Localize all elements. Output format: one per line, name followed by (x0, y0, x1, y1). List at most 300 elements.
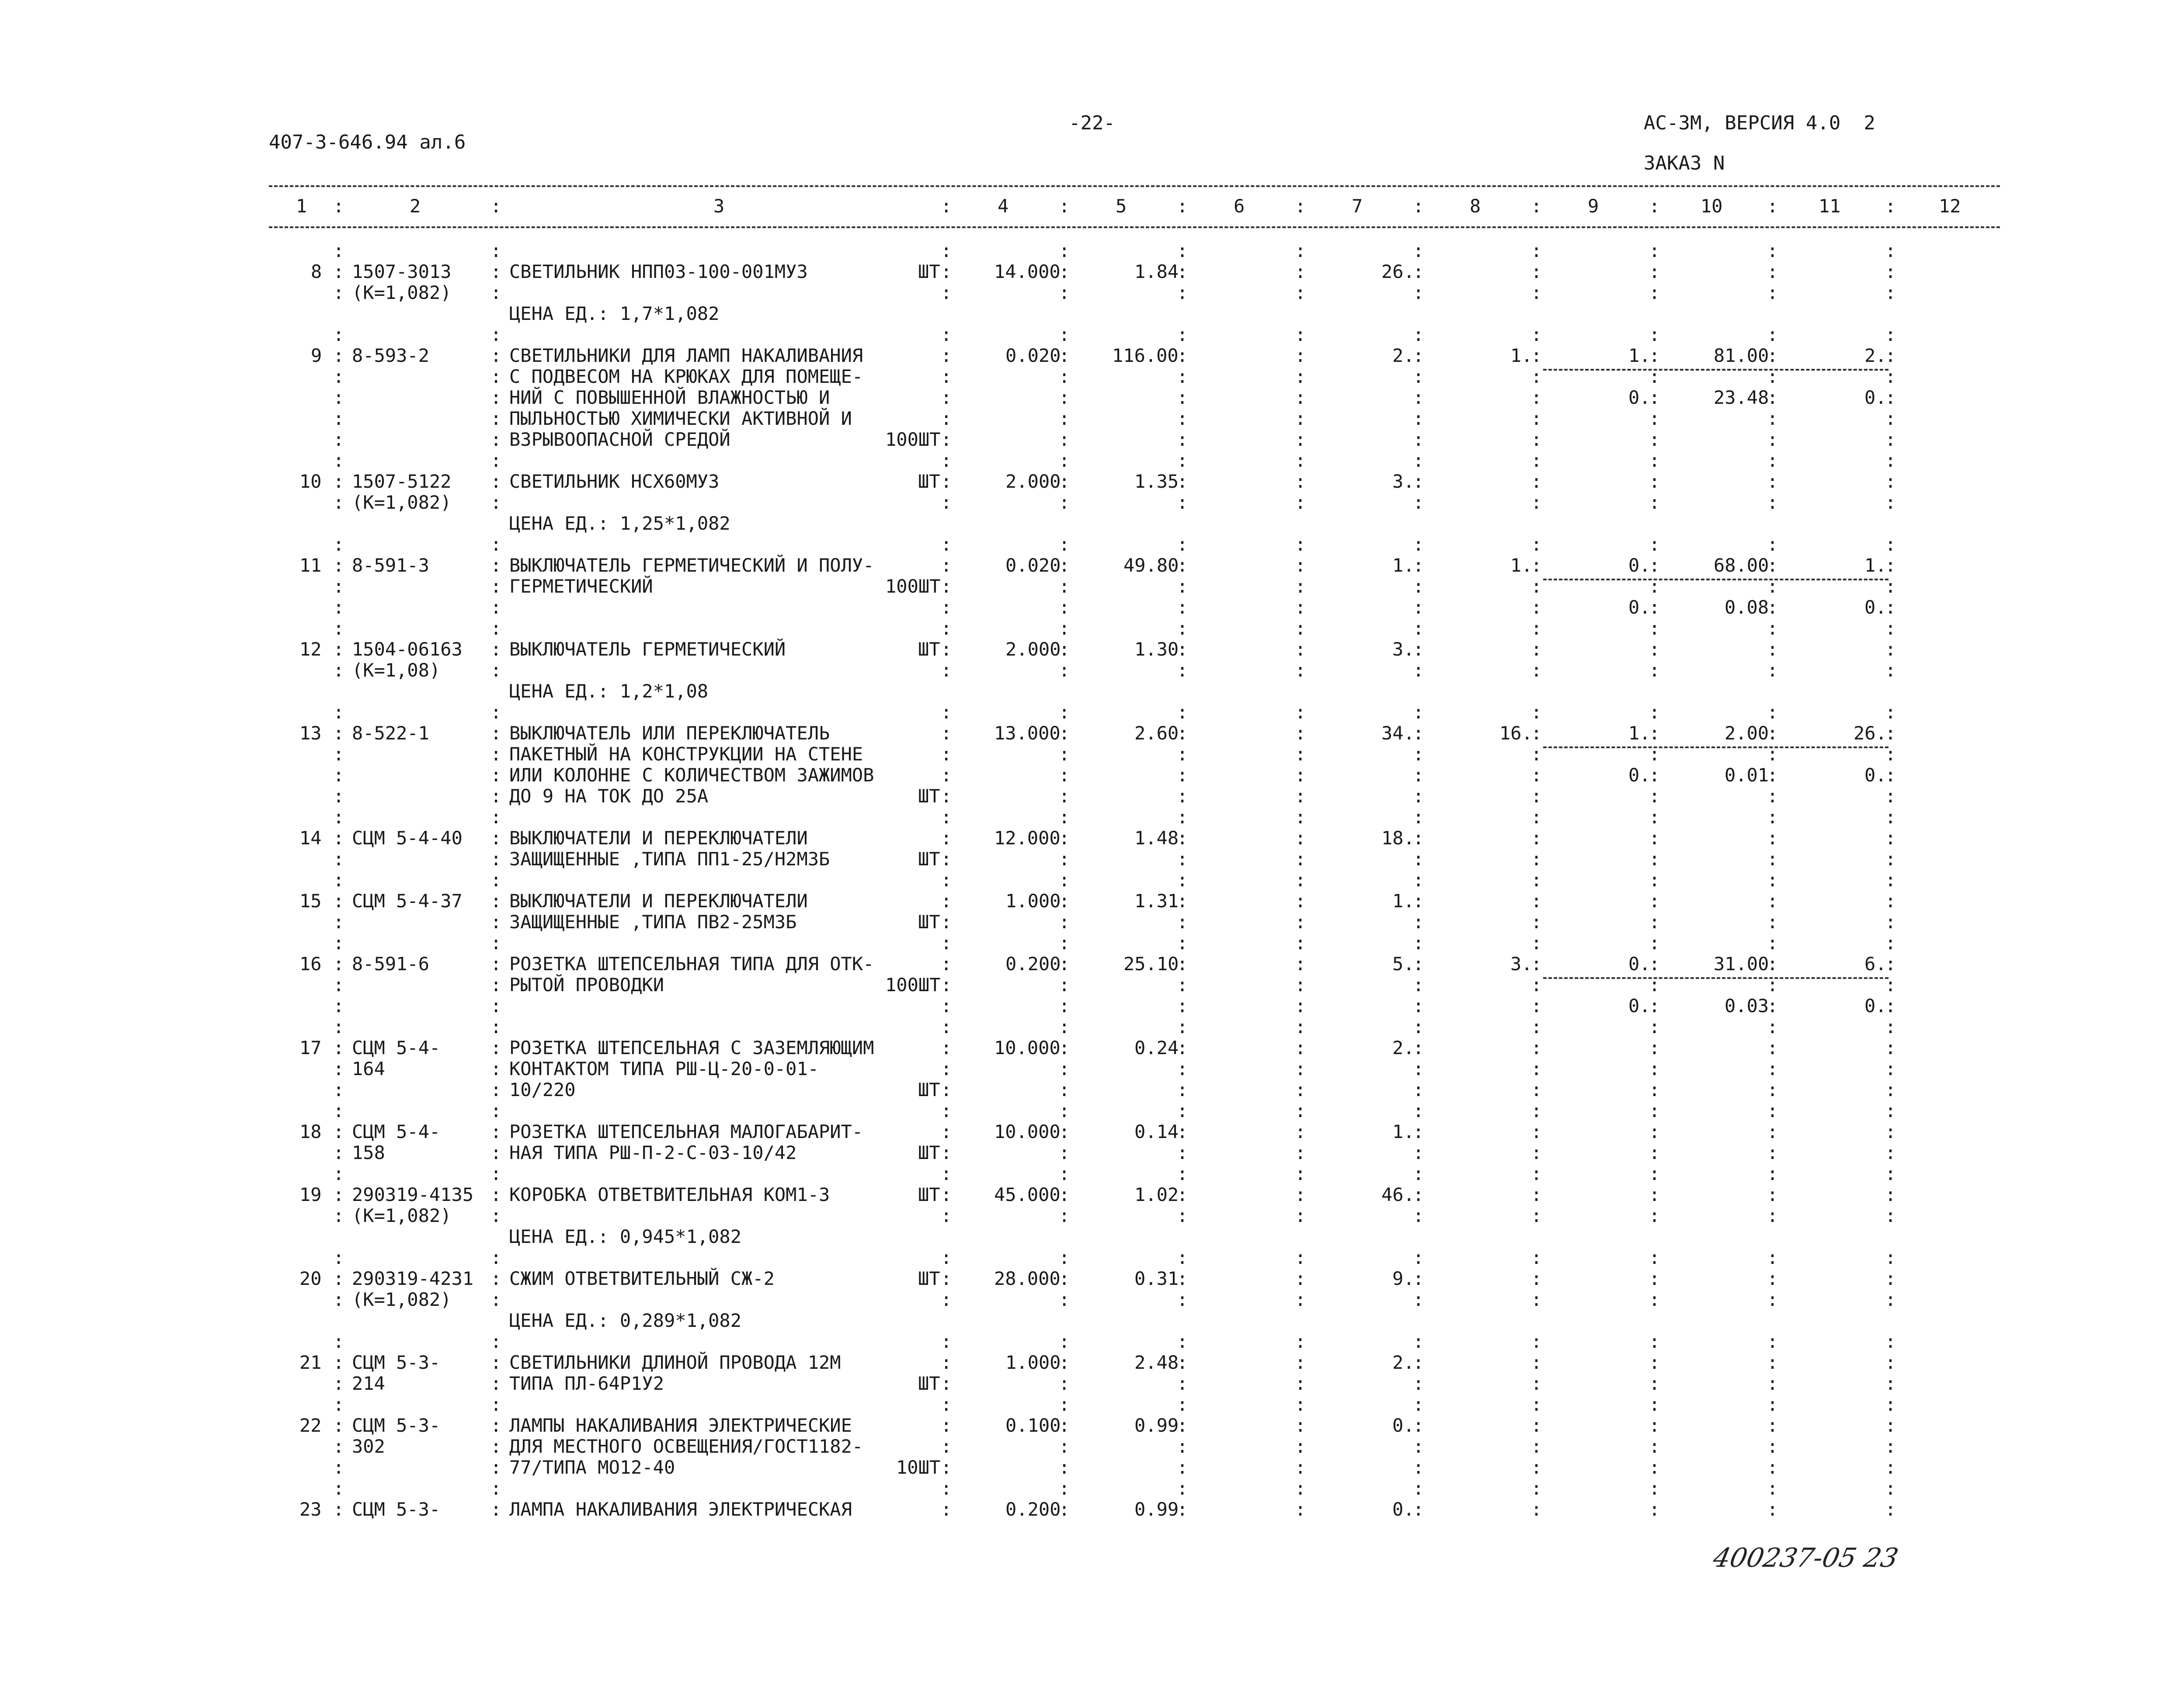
column-separator: : (1295, 240, 1306, 261)
row-number: 18 (299, 1121, 322, 1142)
resource-code: 302 (352, 1436, 385, 1457)
column-separator: : (1531, 1100, 1542, 1121)
column-separator: : (1767, 576, 1778, 597)
column-separator: : (941, 450, 952, 471)
column-separator: : (1885, 1415, 1896, 1436)
column-separator: : (1885, 597, 1896, 618)
column-separator: : (1295, 597, 1306, 618)
column-separator: : (1295, 1373, 1306, 1394)
column-separator: : (333, 764, 344, 786)
value-c5: 0.99 (1134, 1499, 1179, 1520)
column-separator: : (1177, 806, 1188, 828)
value-c9: 1. (1628, 722, 1651, 744)
column-separator: : (941, 1499, 952, 1520)
column-separator: : (1413, 618, 1424, 639)
column-separator: : (490, 764, 502, 786)
column-separator: : (490, 869, 502, 891)
item-description: КОРОБКА ОТВЕТВИТЕЛЬНАЯ КОМ1-3 (509, 1184, 830, 1205)
unit-price-note: ЦЕНА ЕД.: 0,945*1,082 (509, 1226, 742, 1247)
item-description: ГЕРМЕТИЧЕСКИЙ (509, 576, 653, 597)
column-separator: : (490, 953, 502, 975)
column-separator: : (1177, 534, 1188, 555)
column-separator: : (1531, 1394, 1542, 1415)
value-c7: 2. (1392, 1352, 1415, 1373)
column-separator: : (1767, 345, 1778, 366)
column-separator: : (1177, 1352, 1188, 1373)
column-separator: : (490, 743, 502, 765)
value-c8: 1. (1510, 555, 1533, 576)
column-separator: : (490, 1394, 502, 1415)
value-c7: 1. (1392, 890, 1415, 912)
column-separator: : (941, 848, 952, 870)
column-separator: : (333, 722, 344, 744)
header-rule-bottom (269, 226, 2000, 228)
column-separator: : (1885, 366, 1896, 387)
column-separator: : (1295, 618, 1306, 639)
column-separator: : (1885, 240, 1896, 261)
item-description: СВЕТИЛЬНИК НСХ60МУ3 (509, 471, 720, 492)
column-separator: : (941, 1163, 952, 1184)
column-separator: : (1767, 534, 1778, 555)
column-separator: : (1177, 932, 1188, 954)
value-c5: 1.31 (1134, 890, 1179, 912)
column-separator: : (941, 890, 952, 912)
column-separator: : (1531, 1478, 1542, 1499)
column-separator: : (490, 555, 502, 576)
column-separator: : (333, 911, 344, 933)
column-separator: : (1649, 1100, 1660, 1121)
value-c5: 1.35 (1134, 471, 1179, 492)
column-separator: : (1295, 722, 1306, 744)
column-separator: : (1885, 659, 1896, 681)
column-separator: : (1177, 974, 1188, 996)
resource-code: (K=1,08) (352, 659, 441, 681)
column-separator: : (1767, 1373, 1778, 1394)
column-separator: : (490, 282, 502, 303)
column-separator: : (941, 429, 952, 450)
item-description: КОНТАКТОМ ТИПА РШ-Ц-20-0-01- (509, 1058, 819, 1079)
column-separator: : (1649, 743, 1660, 765)
column-separator: : (1531, 848, 1542, 870)
column-separator: : (941, 261, 952, 282)
sub-row-rule (1543, 579, 1888, 580)
value-c5: 0.31 (1134, 1268, 1179, 1289)
column-separator: : (1413, 534, 1424, 555)
column-separator: : (1531, 911, 1542, 933)
value-c10-sub: 0.01 (1725, 764, 1769, 786)
value-c10: 2.00 (1725, 722, 1769, 744)
value-c5: 49.80 (1123, 555, 1179, 576)
column-header: 7 (1352, 195, 1363, 217)
column-separator: : (1295, 1331, 1306, 1352)
column-separator: : (1295, 366, 1306, 387)
resource-code: 8-593-2 (352, 345, 430, 366)
column-separator: : (1059, 408, 1070, 429)
column-separator: : (1177, 1394, 1188, 1415)
column-separator: : (1295, 1079, 1306, 1100)
column-separator: : (941, 806, 952, 828)
column-separator: : (1885, 1247, 1896, 1268)
column-separator: : (1059, 701, 1070, 723)
value-qty: 1.000 (1005, 890, 1061, 912)
item-description: ВЫКЛЮЧАТЕЛЬ ГЕРМЕТИЧЕСКИЙ И ПОЛУ- (509, 555, 874, 576)
column-separator: : (1059, 282, 1070, 303)
column-separator: : (1531, 195, 1542, 217)
column-separator: : (1413, 1100, 1424, 1121)
column-separator: : (1295, 576, 1306, 597)
column-separator: : (1885, 701, 1896, 723)
column-separator: : (941, 387, 952, 408)
row-number: 20 (299, 1268, 322, 1289)
column-separator: : (1059, 1100, 1070, 1121)
column-separator: : (941, 597, 952, 618)
column-separator: : (490, 1373, 502, 1394)
unit: ШТ (918, 261, 940, 282)
column-separator: : (333, 555, 344, 576)
column-separator: : (1649, 195, 1660, 217)
column-separator: : (490, 639, 502, 660)
column-separator: : (490, 345, 502, 366)
value-c9: 0. (1628, 555, 1651, 576)
column-separator: : (1059, 195, 1070, 217)
column-separator: : (1531, 1121, 1542, 1142)
column-separator: : (1767, 261, 1778, 282)
column-separator: : (1059, 869, 1070, 891)
column-separator: : (333, 471, 344, 492)
column-separator: : (333, 827, 344, 849)
value-c11-sub: 0. (1864, 995, 1887, 1017)
column-separator: : (490, 324, 502, 345)
column-separator: : (1885, 618, 1896, 639)
item-description: ДЛЯ МЕСТНОГО ОСВЕЩЕНИЯ/ГОСТ1182- (509, 1436, 863, 1457)
column-separator: : (1649, 1268, 1660, 1289)
sub-row-rule (1543, 369, 1888, 371)
column-separator: : (1295, 1205, 1306, 1226)
column-separator: : (1767, 1205, 1778, 1226)
column-separator: : (1295, 827, 1306, 849)
column-separator: : (1177, 722, 1188, 744)
column-separator: : (1649, 1037, 1660, 1058)
column-separator: : (1767, 366, 1778, 387)
unit-price-note: ЦЕНА ЕД.: 0,289*1,082 (509, 1310, 742, 1331)
column-separator: : (490, 1478, 502, 1499)
column-separator: : (490, 1184, 502, 1205)
column-separator: : (1885, 1121, 1896, 1142)
column-separator: : (333, 743, 344, 765)
unit: ШТ (918, 1184, 940, 1205)
column-separator: : (1059, 1079, 1070, 1100)
column-separator: : (1413, 429, 1424, 450)
column-separator: : (490, 848, 502, 870)
column-separator: : (333, 806, 344, 828)
column-separator: : (1413, 639, 1424, 660)
column-separator: : (1649, 1163, 1660, 1184)
resource-code: 8-591-3 (352, 555, 430, 576)
column-separator: : (1413, 953, 1424, 975)
column-separator: : (1885, 1331, 1896, 1352)
resource-code: СЦМ 5-4-40 (352, 827, 463, 849)
column-separator: : (333, 639, 344, 660)
column-separator: : (941, 1205, 952, 1226)
column-separator: : (490, 1058, 502, 1079)
value-c11: 26. (1854, 722, 1887, 744)
column-separator: : (1885, 869, 1896, 891)
column-separator: : (941, 1247, 952, 1268)
column-separator: : (1649, 1457, 1660, 1478)
column-separator: : (1295, 911, 1306, 933)
column-separator: : (1295, 890, 1306, 912)
row-number: 13 (299, 722, 322, 744)
column-separator: : (1767, 743, 1778, 765)
sub-row-rule (1543, 977, 1888, 979)
column-separator: : (1177, 240, 1188, 261)
column-separator: : (333, 597, 344, 618)
value-c10: 68.00 (1714, 555, 1769, 576)
column-separator: : (1413, 1394, 1424, 1415)
resource-code: СЦМ 5-4- (352, 1037, 441, 1058)
column-separator: : (1531, 429, 1542, 450)
column-separator: : (1295, 1478, 1306, 1499)
column-separator: : (1531, 953, 1542, 975)
column-separator: : (1413, 785, 1424, 807)
column-separator: : (1649, 618, 1660, 639)
column-separator: : (1059, 450, 1070, 471)
column-separator: : (1295, 195, 1306, 217)
unit: ШТ (918, 639, 940, 660)
column-separator: : (1413, 1079, 1424, 1100)
resource-code: 1507-3013 (352, 261, 452, 282)
column-separator: : (490, 932, 502, 954)
column-separator: : (941, 701, 952, 723)
column-separator: : (1177, 1415, 1188, 1436)
column-separator: : (1177, 1436, 1188, 1457)
resource-code: 214 (352, 1373, 385, 1394)
column-separator: : (1413, 806, 1424, 828)
column-separator: : (1413, 1478, 1424, 1499)
column-separator: : (1649, 659, 1660, 681)
column-separator: : (1885, 1478, 1896, 1499)
column-separator: : (1649, 261, 1660, 282)
column-separator: : (333, 1415, 344, 1436)
column-separator: : (1531, 1058, 1542, 1079)
column-separator: : (1767, 1478, 1778, 1499)
column-separator: : (1177, 408, 1188, 429)
column-separator: : (1059, 785, 1070, 807)
column-separator: : (1649, 429, 1660, 450)
value-c10: 31.00 (1714, 953, 1769, 975)
column-separator: : (1177, 1037, 1188, 1058)
column-separator: : (1177, 429, 1188, 450)
sub-row-rule (1543, 746, 1888, 748)
column-separator: : (1059, 1478, 1070, 1499)
column-separator: : (1885, 429, 1896, 450)
value-c9: 1. (1628, 345, 1651, 366)
column-separator: : (1885, 1436, 1896, 1457)
column-separator: : (1767, 471, 1778, 492)
column-separator: : (1767, 722, 1778, 744)
column-separator: : (1413, 974, 1424, 996)
column-separator: : (1413, 995, 1424, 1017)
column-separator: : (1531, 282, 1542, 303)
column-separator: : (1767, 1436, 1778, 1457)
column-separator: : (1177, 1478, 1188, 1499)
column-separator: : (1531, 1037, 1542, 1058)
resource-code: СЦМ 5-4- (352, 1121, 441, 1142)
column-separator: : (1885, 345, 1896, 366)
column-separator: : (1885, 764, 1896, 786)
resource-code: СЦМ 5-3- (352, 1352, 441, 1373)
column-header: 2 (410, 195, 421, 217)
column-separator: : (1649, 555, 1660, 576)
column-separator: : (333, 1205, 344, 1226)
column-separator: : (1649, 1184, 1660, 1205)
column-separator: : (1885, 722, 1896, 744)
column-separator: : (1177, 597, 1188, 618)
column-separator: : (1885, 492, 1896, 513)
column-separator: : (941, 1142, 952, 1163)
column-separator: : (1649, 1016, 1660, 1038)
column-separator: : (1413, 869, 1424, 891)
column-separator: : (1177, 1184, 1188, 1205)
column-separator: : (1413, 1499, 1424, 1520)
column-separator: : (1413, 240, 1424, 261)
value-c5: 116.00 (1112, 345, 1179, 366)
column-separator: : (1767, 827, 1778, 849)
column-separator: : (941, 764, 952, 786)
header-rule-top (269, 185, 2000, 187)
column-separator: : (1295, 555, 1306, 576)
column-separator: : (1767, 282, 1778, 303)
column-separator: : (1295, 534, 1306, 555)
resource-code: 8-522-1 (352, 722, 430, 744)
resource-code: (K=1,082) (352, 1205, 452, 1226)
column-separator: : (941, 282, 952, 303)
column-separator: : (1295, 492, 1306, 513)
column-separator: : (1059, 1142, 1070, 1163)
column-separator: : (333, 282, 344, 303)
column-separator: : (1295, 1394, 1306, 1415)
column-separator: : (941, 1037, 952, 1058)
column-separator: : (1885, 743, 1896, 765)
value-c5: 2.60 (1134, 722, 1179, 744)
column-separator: : (1295, 282, 1306, 303)
column-separator: : (1531, 387, 1542, 408)
column-separator: : (941, 1100, 952, 1121)
column-separator: : (1059, 932, 1070, 954)
value-qty: 13.000 (994, 722, 1061, 744)
column-separator: : (1059, 429, 1070, 450)
column-separator: : (1767, 1331, 1778, 1352)
column-separator: : (1885, 1268, 1896, 1289)
resource-code: (K=1,082) (352, 282, 452, 303)
column-separator: : (1767, 869, 1778, 891)
value-c5: 1.48 (1134, 827, 1179, 849)
column-separator: : (1059, 974, 1070, 996)
column-separator: : (1177, 1142, 1188, 1163)
column-separator: : (941, 1058, 952, 1079)
column-separator: : (1059, 345, 1070, 366)
column-separator: : (1059, 1394, 1070, 1415)
value-qty: 1.000 (1005, 1352, 1061, 1373)
column-separator: : (333, 953, 344, 975)
column-separator: : (333, 345, 344, 366)
column-separator: : (1413, 1415, 1424, 1436)
column-separator: : (1649, 639, 1660, 660)
column-separator: : (490, 911, 502, 933)
column-separator: : (490, 576, 502, 597)
column-separator: : (1295, 1037, 1306, 1058)
item-description: ДО 9 НА ТОК ДО 25А (509, 785, 709, 807)
column-separator: : (1885, 1163, 1896, 1184)
column-separator: : (941, 659, 952, 681)
column-separator: : (490, 785, 502, 807)
column-separator: : (490, 597, 502, 618)
column-separator: : (1531, 345, 1542, 366)
column-separator: : (490, 1142, 502, 1163)
column-separator: : (1649, 534, 1660, 555)
column-separator: : (1295, 1121, 1306, 1142)
column-separator: : (1177, 1373, 1188, 1394)
value-qty: 12.000 (994, 827, 1061, 849)
column-separator: : (490, 806, 502, 828)
column-separator: : (1059, 597, 1070, 618)
row-number: 11 (299, 555, 322, 576)
column-separator: : (1059, 639, 1070, 660)
column-separator: : (490, 659, 502, 681)
column-separator: : (1059, 1457, 1070, 1478)
column-separator: : (1767, 1247, 1778, 1268)
column-separator: : (1531, 1415, 1542, 1436)
value-qty: 0.100 (1005, 1415, 1061, 1436)
column-separator: : (1767, 1499, 1778, 1520)
value-c7: 0. (1392, 1415, 1415, 1436)
column-separator: : (490, 1331, 502, 1352)
column-separator: : (490, 1499, 502, 1520)
column-separator: : (1885, 1142, 1896, 1163)
column-header: 5 (1116, 195, 1127, 217)
unit: ШТ (918, 911, 940, 933)
column-separator: : (1649, 827, 1660, 849)
value-c11-sub: 0. (1864, 764, 1887, 786)
column-separator: : (333, 1163, 344, 1184)
column-header: 6 (1234, 195, 1245, 217)
column-separator: : (1177, 576, 1188, 597)
column-separator: : (1767, 890, 1778, 912)
column-separator: : (1767, 1163, 1778, 1184)
column-separator: : (1295, 995, 1306, 1017)
column-separator: : (1531, 1352, 1542, 1373)
column-separator: : (941, 1289, 952, 1310)
column-separator: : (1413, 659, 1424, 681)
column-separator: : (333, 387, 344, 408)
column-separator: : (1531, 1142, 1542, 1163)
value-c7: 26. (1381, 261, 1415, 282)
row-number: 12 (299, 639, 322, 660)
column-separator: : (941, 1457, 952, 1478)
column-separator: : (1295, 1352, 1306, 1373)
column-separator: : (1177, 1163, 1188, 1184)
column-separator: : (1767, 1142, 1778, 1163)
column-separator: : (1531, 1457, 1542, 1478)
column-separator: : (1413, 932, 1424, 954)
column-separator: : (1767, 1121, 1778, 1142)
resource-code: 1504-06163 (352, 639, 463, 660)
column-separator: : (941, 1016, 952, 1038)
column-separator: : (1885, 282, 1896, 303)
column-separator: : (1531, 1184, 1542, 1205)
column-separator: : (1767, 1289, 1778, 1310)
column-separator: : (1531, 324, 1542, 345)
